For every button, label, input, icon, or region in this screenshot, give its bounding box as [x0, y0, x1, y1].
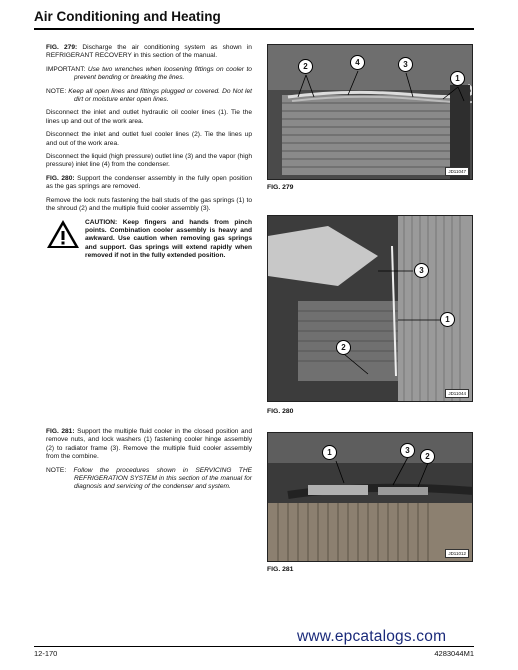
callout-3: 3 — [400, 443, 415, 458]
callout-3: 3 — [398, 57, 413, 72]
note-servicing-procedures: NOTE: Follow the procedures shown in SERVICING THE REFRIGERATION SYSTEM in this section of the manual for diagnosis and servicing of the condenser and system. — [46, 466, 252, 491]
figure-281-photo — [267, 432, 473, 562]
caution-text: CAUTION: Keep fingers and hands from pinch points. Combination cooler assembly is heavy and awkward. Use caution when removing gas springs and support. Gas springs will extend rapidly when removed if not in the fully extended position. — [85, 218, 252, 260]
paragraph-fig-279: FIG. 279: Discharge the air conditioning system as shown in REFRIGERANT RECOVERY in this section of the manual. — [46, 44, 252, 60]
callout-1: 1 — [322, 445, 337, 460]
callout-3: 3 — [414, 263, 429, 278]
warning-triangle-icon — [46, 219, 80, 249]
paragraph-lock-nuts: Remove the lock nuts fastening the ball studs of the gas springs (1) to the shroud (2) and the multiple fluid cooler assembly (3). — [46, 196, 252, 213]
figure-281-label: FIG. 281 — [267, 566, 294, 573]
document-number: 4283044M1 — [434, 649, 474, 658]
figure-280-label: FIG. 280 — [267, 408, 294, 415]
callout-1: 1 — [450, 71, 465, 86]
footer-rule — [34, 646, 474, 647]
paragraph-fig-280: FIG. 280: Support the condenser assembly in the fully open position as the gas springs are removed. — [46, 174, 252, 191]
figure-id: JD11044 — [445, 389, 469, 398]
callout-4: 4 — [350, 55, 365, 70]
note-keep-lines-plugged: NOTE: Keep all open lines and fittings plugged or covered. Do Not let dirt or moisture enter open lines. — [46, 87, 252, 104]
figure-280-photo — [267, 215, 473, 402]
figure-279-label: FIG. 279 — [267, 184, 294, 191]
page-number: 12-170 — [34, 649, 58, 658]
text-column-top — [46, 44, 252, 267]
page-title: Air Conditioning and Heating — [34, 9, 221, 24]
figure-279-photo — [267, 44, 473, 180]
paragraph-liquid-vapor-lines: Disconnect the liquid (high pressure) outlet line (3) and the vapor (high pressure) inlet line (4) from the condenser. — [46, 153, 252, 169]
important-note: IMPORTANT: Use two wrenches when loosening fittings on cooler to prevent bending or breaking the lines. — [46, 65, 252, 82]
figure-id: JD11012 — [445, 549, 469, 558]
callout-2: 2 — [298, 59, 313, 74]
page-header — [34, 6, 474, 30]
website-watermark: www.epcatalogs.com — [297, 628, 447, 645]
text-column-bottom — [46, 428, 252, 497]
callout-2: 2 — [420, 449, 435, 464]
callout-1: 1 — [440, 312, 455, 327]
figure-id: JD11047 — [445, 167, 469, 176]
callout-2: 2 — [336, 340, 351, 355]
paragraph-fuel-lines: Disconnect the inlet and outlet fuel cooler lines (2). Tie the lines up and out of the work area. — [46, 131, 252, 147]
caution-block — [46, 219, 252, 261]
paragraph-fig-281: FIG. 281: Support the multiple fluid cooler in the closed position and remove nuts, and lock washers (1) fastening cooler hinge assembly (2) to radiator frame (3). Remove the multiple fluid cooler assembly from the combine. — [46, 428, 252, 461]
paragraph-hydraulic-lines: Disconnect the inlet and outlet hydraulic oil cooler lines (1). Tie the lines up and out of the work area. — [46, 109, 252, 125]
